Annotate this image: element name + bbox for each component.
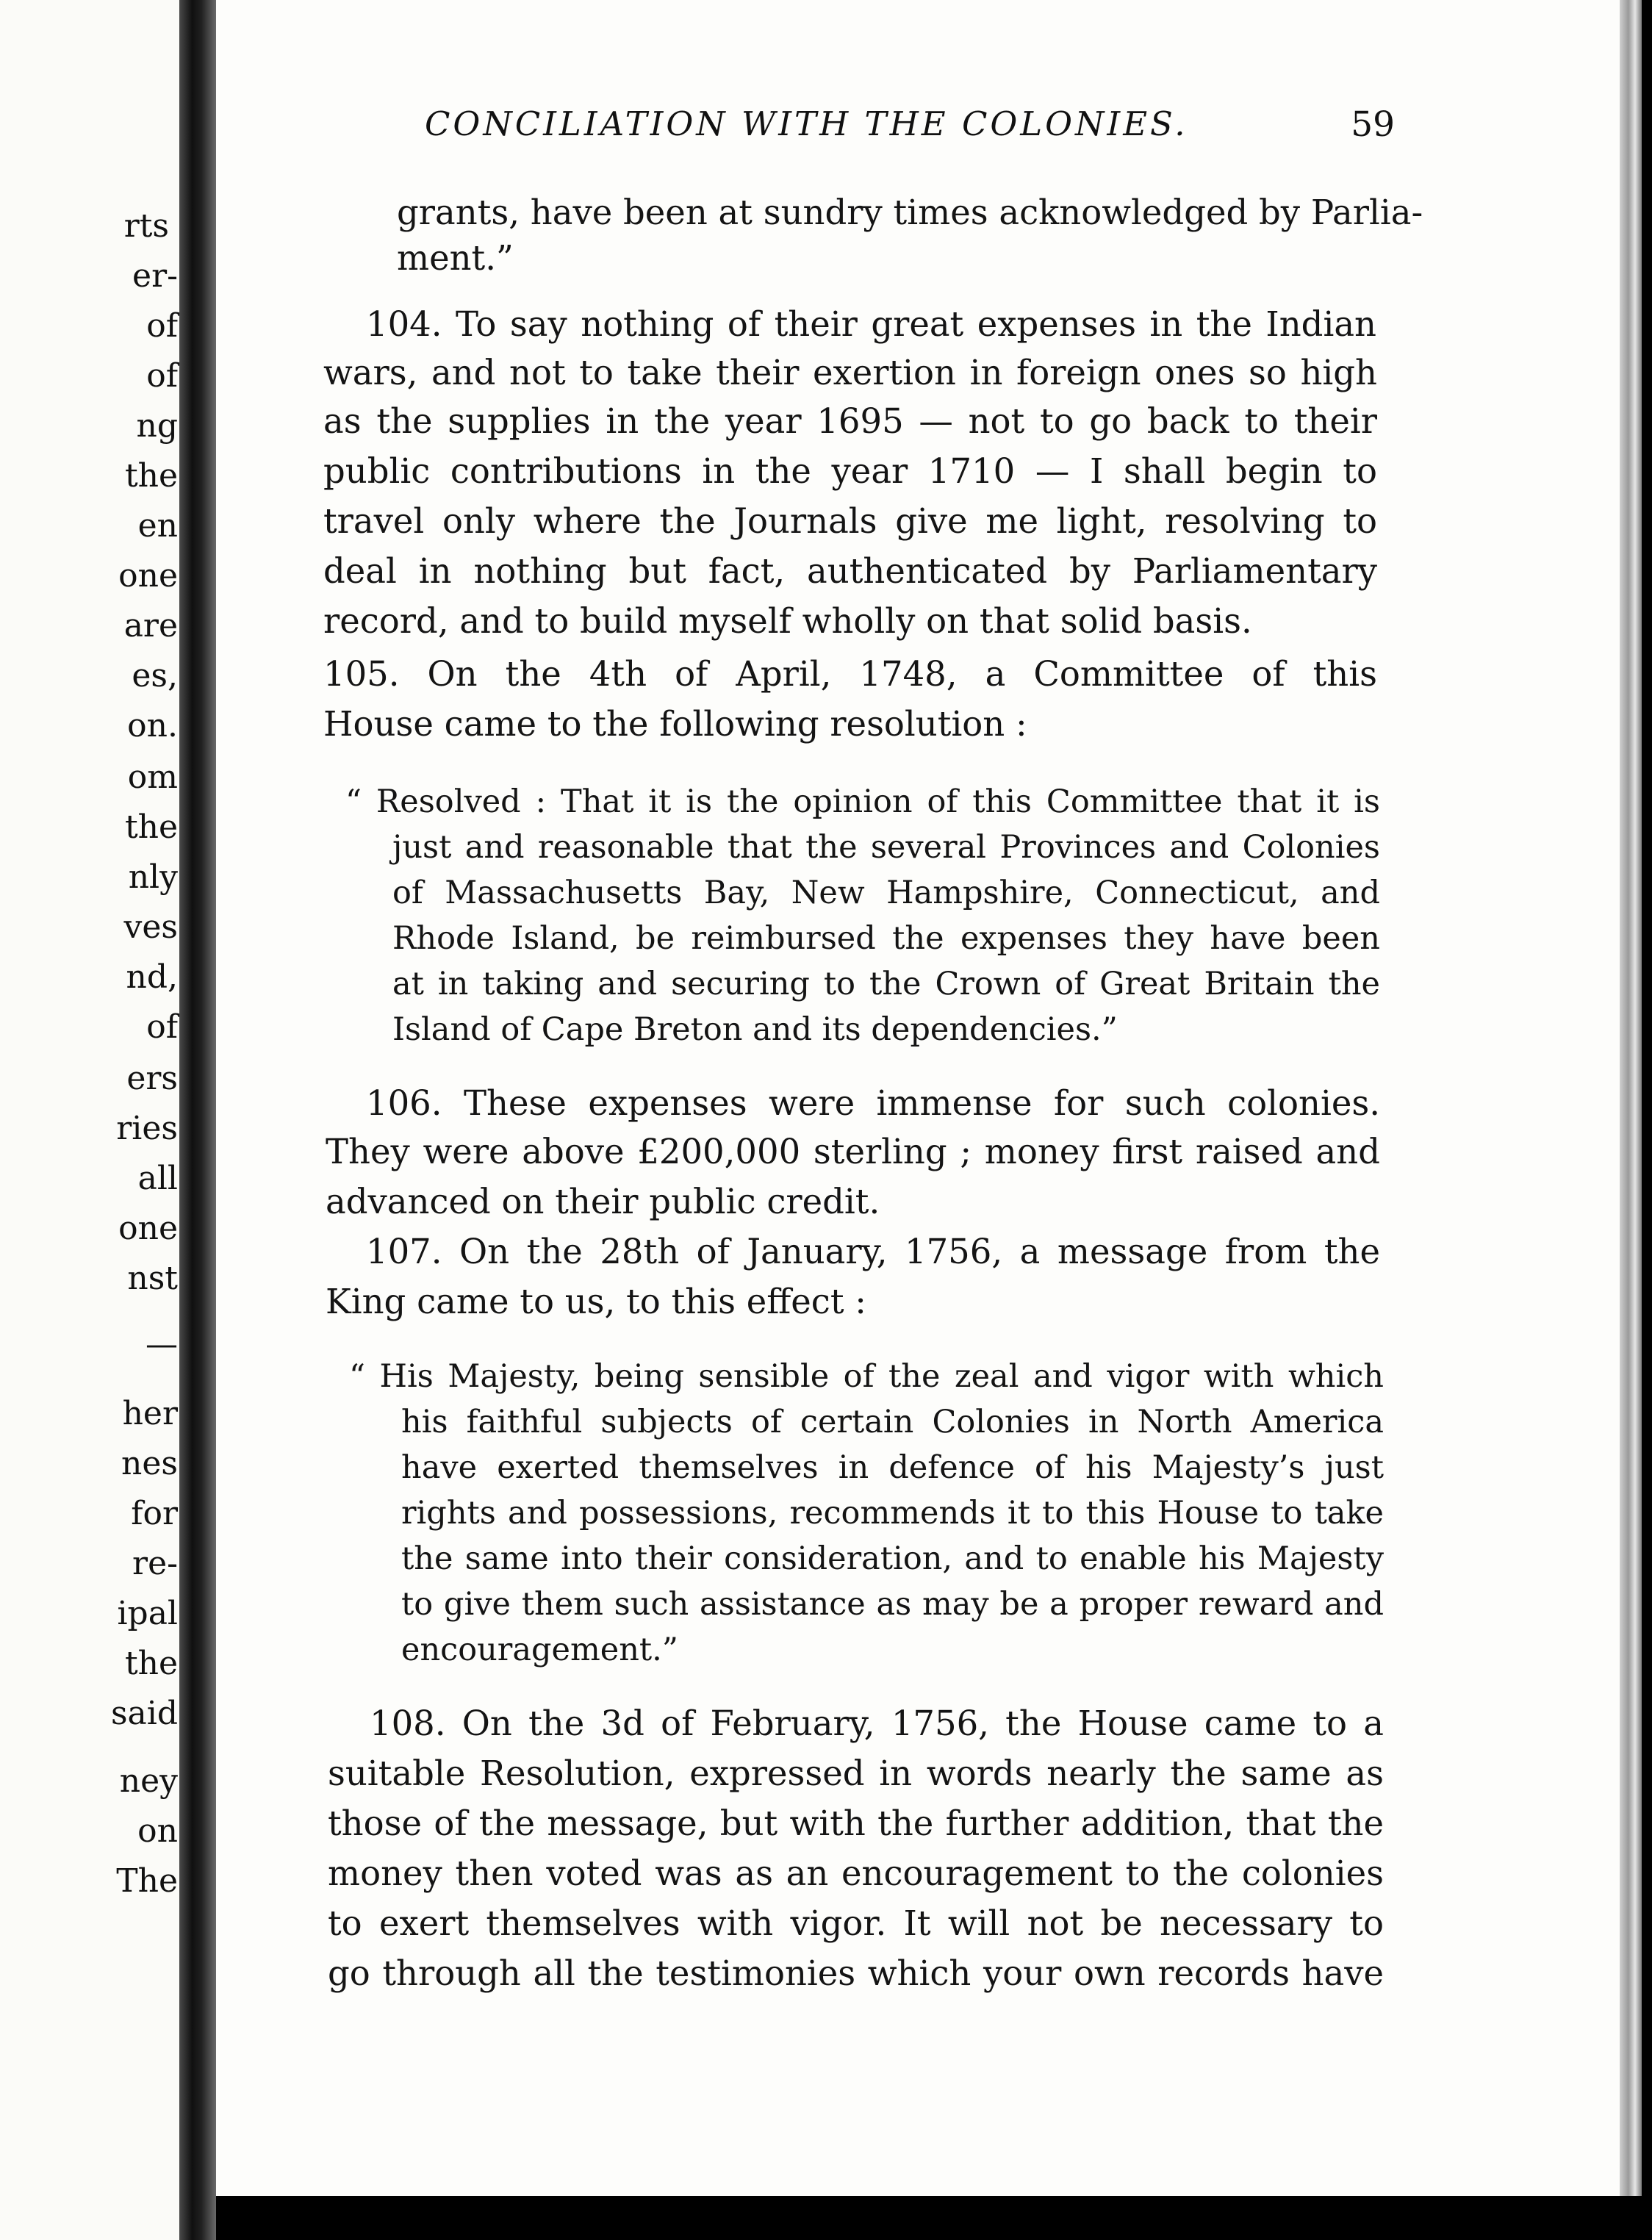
text-line: advanced on their public credit. — [326, 1182, 880, 1221]
left-page-fragment-text: en — [137, 507, 178, 545]
left-page-fragment — [0, 0, 182, 2240]
left-page-fragment-text: on. — [127, 707, 178, 744]
text-line: those of the message, but with the further addition, that the — [328, 1803, 1384, 1843]
text-line: 104. To say nothing of their great expenses in the Indian — [366, 304, 1376, 344]
text-line: 108. On the 3d of February, 1756, the House came to a — [370, 1704, 1384, 1743]
text-line: as the supplies in the year 1695 — not to go back to their — [323, 401, 1377, 441]
text-line: ment.” — [397, 238, 514, 278]
quote-line: just and reasonable that the several Provinces and Colonies — [392, 829, 1380, 866]
left-page-fragment-text: are — [123, 607, 178, 645]
quote-line: the same into their consideration, and to enable his Majesty — [401, 1540, 1384, 1577]
running-head — [425, 104, 1395, 163]
page-number: 59 — [1351, 104, 1395, 145]
text-line: public contributions in the year 1710 — I shall begin to — [323, 451, 1377, 491]
text-line: deal in nothing but fact, authenticated by Parliamentary — [323, 551, 1377, 591]
page-edge — [1620, 0, 1642, 2196]
left-page-fragment-text: ng — [136, 407, 178, 445]
quote-line: of Massachusetts Bay, New Hampshire, Connecticut, and — [392, 875, 1380, 911]
left-page-fragment-text: the — [124, 457, 178, 495]
left-page-fragment-text: said — [110, 1695, 178, 1732]
running-title: CONCILIATION WITH THE COLONIES. — [425, 104, 1188, 143]
left-page-fragment-text: om — [127, 758, 178, 796]
text-line: grants, have been at sundry times acknowledged by Parlia- — [397, 193, 1423, 232]
left-page-fragment-text: nd, — [126, 958, 178, 996]
quote-line: encouragement.” — [401, 1631, 678, 1668]
left-page-fragment-text: the — [124, 808, 178, 846]
quote-line: have exerted themselves in defence of his Majesty’s just — [401, 1449, 1384, 1486]
left-page-fragment-text: es, — [132, 657, 178, 694]
text-line: record, and to build myself wholly on that solid basis. — [323, 601, 1252, 641]
quote-line: at in taking and securing to the Crown of Great Britain the — [392, 966, 1380, 1002]
left-page-fragment-text: ers — [126, 1060, 178, 1097]
book-gutter — [179, 0, 216, 2240]
quote-line: his faithful subjects of certain Colonies in North America — [401, 1404, 1384, 1440]
text-line: travel only where the Journals give me light, resolving to — [323, 501, 1377, 541]
left-page-fragment-text: nes — [121, 1445, 178, 1482]
left-page-fragment-text: er- — [132, 257, 178, 295]
left-page-fragment-text: for — [131, 1495, 178, 1532]
text-line: 105. On the 4th of April, 1748, a Committee of this — [323, 654, 1377, 694]
text-line: 106. These expenses were immense for such colonies. — [366, 1083, 1380, 1123]
left-page-fragment-text: nst — [127, 1260, 178, 1297]
left-page-fragment-text: one — [118, 557, 178, 595]
quote-line: rights and possessions, recommends it to this House to take — [401, 1495, 1384, 1532]
text-line: suitable Resolution, expressed in words nearly the same as — [328, 1753, 1384, 1793]
left-page-fragment-text: of — [146, 307, 178, 345]
text-line: to exert themselves with vigor. It will not be necessary to — [328, 1903, 1384, 1943]
left-page-fragment-text: The — [116, 1862, 178, 1900]
text-line: wars, and not to take their exertion in foreign ones so high — [323, 353, 1377, 392]
left-page-fragment-text: her — [122, 1395, 178, 1432]
left-page-fragment-text: re- — [132, 1545, 178, 1582]
text-line: King came to us, to this effect : — [326, 1282, 866, 1321]
quote-line: Rhode Island, be reimbursed the expenses they have been — [392, 920, 1380, 957]
left-page-fragment-text: ney — [119, 1762, 178, 1800]
text-line: go through all the testimonies which your own records have — [328, 1953, 1384, 1993]
quote-line: “ Resolved : That it is the opinion of this Committee that it is — [345, 783, 1380, 820]
quote-line: to give them such assistance as may be a proper reward and — [401, 1586, 1384, 1623]
text-line: money then voted was as an encouragement to the colonies — [328, 1853, 1384, 1893]
left-page-fragment-text: of — [146, 1008, 178, 1046]
left-page-fragment-text: on — [137, 1812, 178, 1850]
left-page-fragment-text: rts — [123, 207, 169, 245]
text-line: 107. On the 28th of January, 1756, a message from the — [366, 1232, 1380, 1271]
quote-line: Island of Cape Breton and its dependencies.” — [392, 1011, 1118, 1048]
left-page-fragment-text: the — [124, 1645, 178, 1682]
left-page-fragment-text: one — [118, 1210, 178, 1247]
quote-line: “ His Majesty, being sensible of the zeal and vigor with which — [349, 1358, 1384, 1395]
left-page-fragment-text: — — [146, 1326, 178, 1363]
left-page-fragment-text: all — [137, 1160, 178, 1197]
left-page-fragment-text: of — [146, 357, 178, 395]
left-page-fragment-text: ries — [116, 1110, 178, 1147]
text-line: House came to the following resolution : — [323, 704, 1027, 744]
left-page-fragment-text: ipal — [117, 1595, 178, 1632]
left-page-fragment-text: ves — [123, 908, 178, 946]
left-page-fragment-text: nly — [128, 858, 178, 896]
text-line: They were above £200,000 sterling ; money first raised and — [326, 1132, 1380, 1171]
